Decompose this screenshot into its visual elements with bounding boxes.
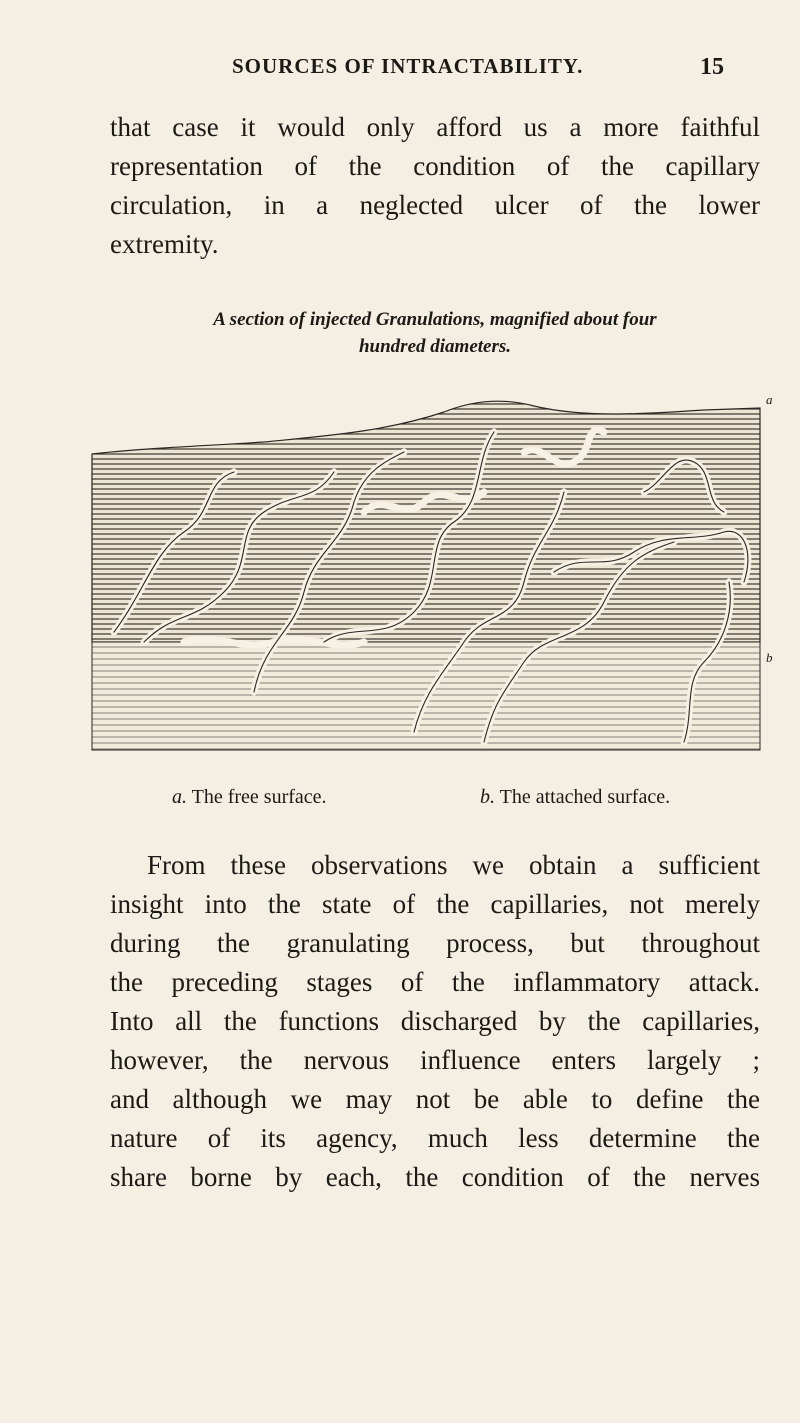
granulation-illustration [84,392,784,762]
legend-b-letter: b. [480,786,495,808]
legend-b-text: The attached surface. [499,786,671,808]
paragraph-2-line: the preceding stages of the inflammatory attack. [110,967,760,997]
paragraph-2-line: share borne by each, the condition of the nerves [110,1162,760,1192]
legend-attached-surface [480,786,670,809]
figure-label-b: b [766,650,773,665]
figure-caption-line: A section of injected Granulations, magnified about four [213,309,657,330]
figure-caption-line: hundred diameters. [358,336,512,357]
figure-label-a: a [766,392,773,407]
paragraph-1-line: extremity. [110,229,219,259]
paragraph-2 [110,846,760,1197]
paragraph-1 [110,108,760,264]
legend-a-letter: a. [172,786,187,808]
paragraph-1-line: circulation, in a neglected ulcer of the lower [110,190,760,220]
running-title: SOURCES OF INTRACTABILITY. [232,54,584,78]
paragraph-2-line: however, the nervous influence enters largely ; [110,1045,760,1075]
paragraph-2-line: Into all the functions discharged by the capillaries, [110,1006,760,1036]
engraving-drawing [84,392,784,762]
paragraph-1-line: that case it would only afford us a more faithful [110,112,760,142]
legend-free-surface [172,786,327,809]
paragraph-2-line: and although we may not be able to define the [110,1084,760,1114]
running-head [0,54,800,84]
figure-caption [110,306,760,360]
paragraph-2-line: nature of its agency, much less determine the [110,1123,760,1153]
page-number: 15 [700,54,724,80]
paragraph-2-line: during the granulating process, but throughout [110,928,760,958]
paragraph-2-line: From these observations we obtain a sufficient [147,850,760,880]
legend-a-text: The free surface. [191,786,327,808]
paragraph-1-line: representation of the condition of the capillary [110,151,760,181]
paragraph-2-line: insight into the state of the capillaries, not merely [110,889,760,919]
